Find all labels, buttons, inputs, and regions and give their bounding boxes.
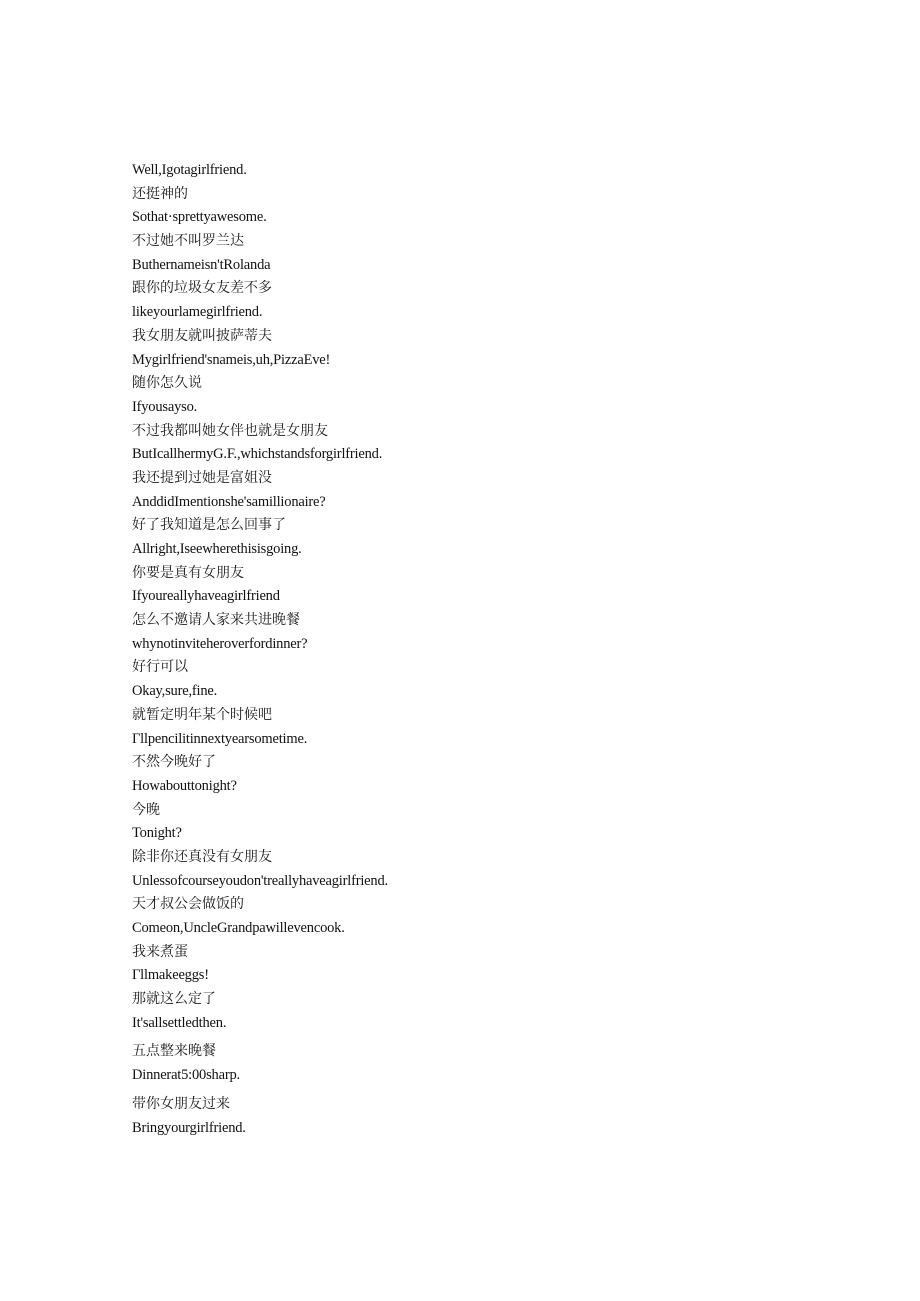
transcript-line-en: Γllpencilitinnextyearsometime. (132, 730, 308, 747)
transcript-line-en: Howabouttonight? (132, 777, 237, 794)
transcript-line-en: AnddidImentionshe'samillionaire? (132, 493, 326, 510)
transcript-line-en: Tonight? (132, 825, 182, 842)
transcript-line-zh: 带你女朋友过来 (132, 1095, 230, 1112)
transcript-line-zh: 我女朋友就叫披萨蒂夫 (132, 327, 272, 344)
transcript-line-zh: 今晚 (132, 801, 160, 818)
transcript-line-zh: 天才叔公会做饭的 (132, 896, 244, 913)
transcript-line-zh: 除非你还真没有女朋友 (132, 848, 272, 865)
transcript-line-en: Okay,sure,fine. (132, 683, 218, 700)
transcript-line-zh: 就暂定明年某个时候吧 (132, 706, 272, 723)
transcript-line-en: Allright,Iseewherethisisgoing. (132, 541, 302, 557)
transcript-line-en: Ifyoureallyhaveagirlfriend (132, 588, 280, 605)
transcript-line-zh: 你要是真有女朋友 (132, 564, 244, 581)
transcript-line-en: Γllmakeeggs! (132, 967, 209, 984)
transcript-line-en: whynotinviteheroverfordinner? (132, 635, 308, 652)
transcript-line-en: Dinnerat5:00sharp. (132, 1067, 240, 1084)
transcript-line-zh: 不过我都叫她女伴也就是女朋友 (132, 422, 328, 439)
transcript-line-en: Bringyourgirlfriend. (132, 1119, 246, 1136)
transcript-line-zh: 随你怎久说 (132, 375, 202, 392)
transcript-line-en: Sothat·sprettyawesome. (132, 209, 267, 226)
transcript-line-zh: 不然今晚好了 (132, 754, 216, 771)
transcript-line-zh: 好行可以 (132, 659, 188, 676)
transcript-line-zh: 还挺神的 (132, 185, 188, 202)
transcript-line-en: ButIcallhermyG.F.,whichstandsforgirlfriend. (132, 446, 383, 463)
transcript-line-zh: 我来煮蛋 (132, 943, 188, 960)
transcript-line-zh: 好了我知道是怎么回事了 (132, 517, 286, 534)
transcript-line-en: likeyourlamegirlfriend. (132, 304, 263, 321)
transcript-line-zh: 怎么不邀请人家来共进晚餐 (132, 612, 300, 629)
transcript-line-en: Buthernameisn'tRolanda (132, 256, 271, 273)
transcript-line-en: Unlessofcourseyoudon'treallyhaveagirlfriend. (132, 872, 388, 889)
transcript-line-zh: 不过她不叫罗兰达 (132, 233, 244, 250)
transcript-line-zh: 我还提到过她是富姐没 (132, 469, 272, 486)
bilingual-transcript (132, 159, 832, 1140)
transcript-line-zh: 五点整来晚餐 (132, 1043, 216, 1060)
transcript-line-zh: 那就这么定了 (132, 991, 216, 1008)
transcript-line-zh: 跟你的垃圾女友差不多 (132, 280, 272, 297)
transcript-line-en: Ifyousayso. (132, 398, 198, 415)
transcript-line-en: Mygirlfriend'snameis,uh,PizzaEve! (132, 351, 331, 368)
transcript-line-en: It'sallsettledthen. (132, 1014, 227, 1031)
transcript-line-en: Well,Igotagirlfriend. (132, 162, 247, 178)
transcript-line-en: Comeon,UncleGrandpawillevencook. (132, 920, 345, 936)
